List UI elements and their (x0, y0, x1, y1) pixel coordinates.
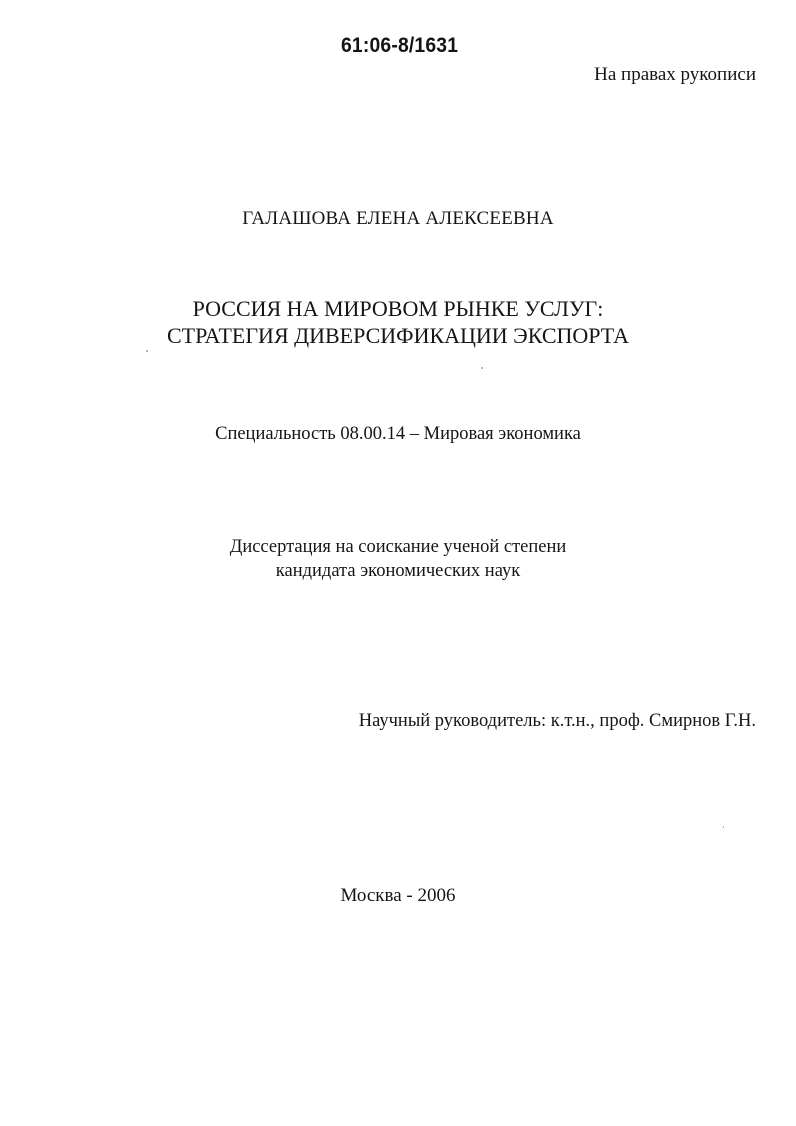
scan-speck (481, 367, 483, 369)
dissertation-title (0, 295, 796, 349)
title-line-1: РОССИЯ НА МИРОВОМ РЫНКЕ УСЛУГ: (192, 296, 604, 321)
city-and-year: Москва - 2006 (340, 885, 456, 906)
degree-line-2: кандидата экономических наук (275, 561, 521, 581)
specialty-line: Специальность 08.00.14 – Мировая экономика (215, 424, 581, 444)
scientific-supervisor: Научный руководитель: к.т.н., проф. Смирнов Г.Н. (358, 711, 756, 731)
scan-speck (146, 350, 148, 352)
rights-notice: На правах рукописи (594, 64, 756, 85)
author-name: ГАЛАШОВА ЕЛЕНА АЛЕКСЕЕВНА (242, 208, 554, 229)
scan-speck (723, 826, 724, 828)
archive-stamp-number: 61:06-8/1631 (341, 34, 459, 57)
degree-statement (0, 535, 796, 583)
degree-line-1: Диссертация на соискание ученой степени (229, 537, 567, 557)
title-line-2: СТРАТЕГИЯ ДИВЕРСИФИКАЦИИ ЭКСПОРТА (166, 323, 630, 348)
